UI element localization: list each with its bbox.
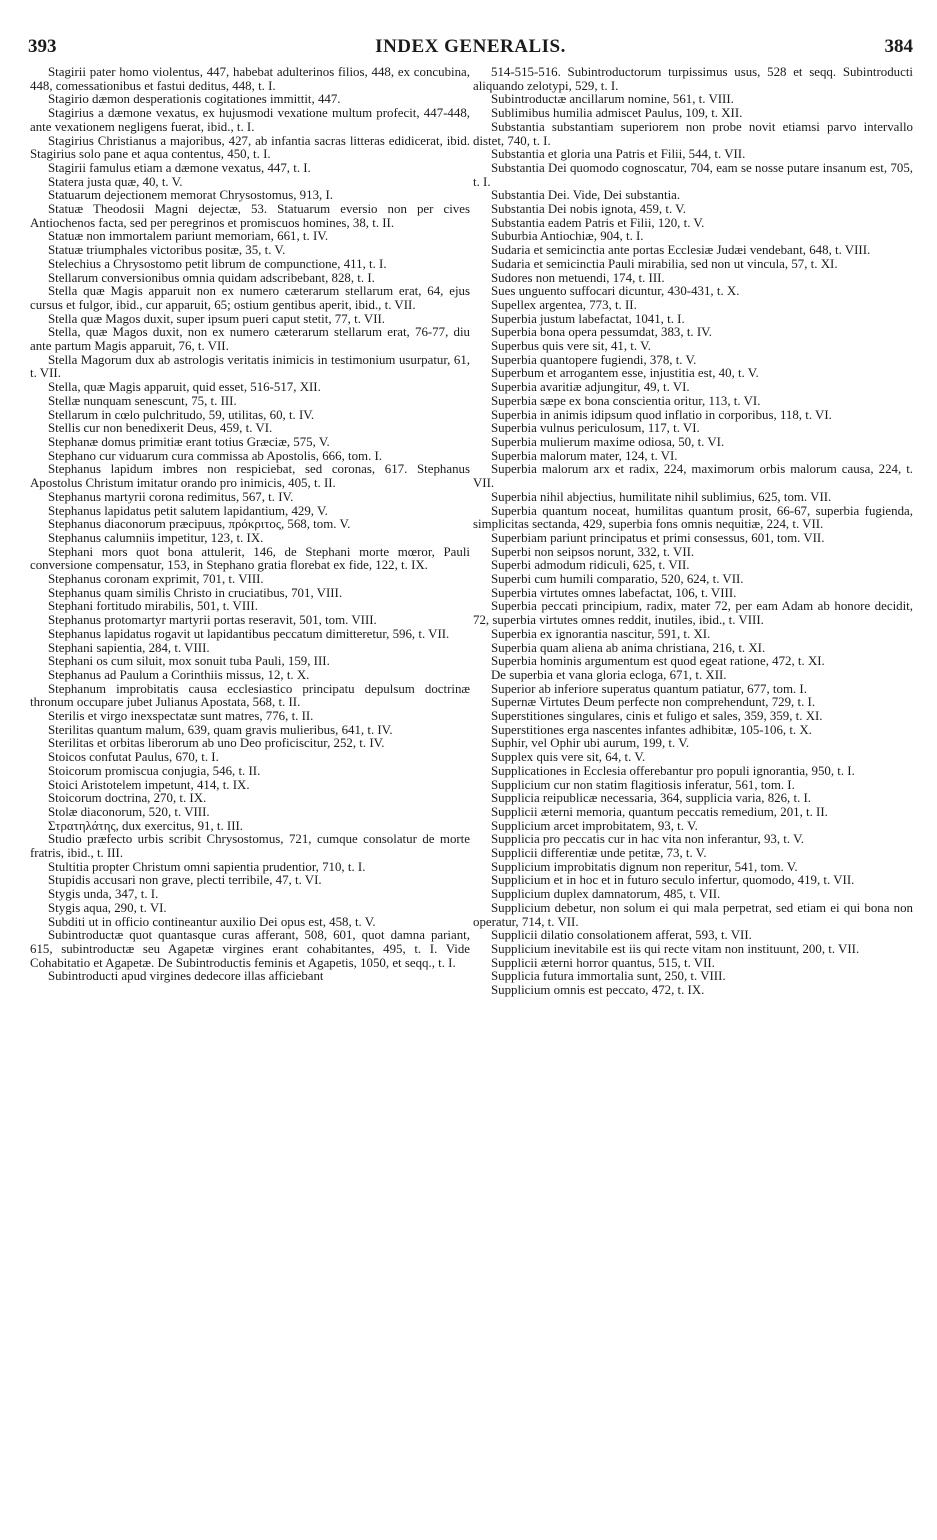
index-entry: Superbia nihil abjectius, humilitate nihil sublimius, 625, tom. VII.: [491, 489, 832, 504]
left-page-number: 393: [28, 36, 57, 57]
index-entry: Stoicorum promiscua conjugia, 546, t. II.: [48, 763, 261, 778]
index-entry: Stephanus ad Paulum a Corinthiis missus, 12, t. X.: [48, 667, 310, 682]
index-entry: Stephanus coronam exprimit, 701, t. VIII.: [48, 572, 264, 587]
index-entry: Subintroductæ quot quantasque curas afferant, 508, 601, quot damna pariant, 615, subintroductæ seu Agapetæ virgines erant cohabitantes, 495, t. I. Vide Cohabitatio et Agapetæ. De Subintroductis feminis et Agapetis, 1050, et seqq., t. I.: [30, 928, 470, 970]
index-entry: Superbi cum humili comparatio, 520, 624, t. VII.: [491, 572, 744, 587]
index-entry: Supplicia reipublicæ necessaria, 364, supplicia varia, 826, t. I.: [491, 791, 812, 806]
index-entry: Sterilis et virgo inexspectatæ sunt matres, 776, t. II.: [48, 709, 314, 724]
index-entry: Stagirius a dæmone vexatus, ex hujusmodi vexatione multum profecit, 447-448, ante vexationem negligens fuerat, ibid., t. I.: [30, 106, 470, 134]
index-entry: Stoici Aristotelem impetunt, 414, t. IX.: [48, 777, 250, 792]
index-entry: Stagirii famulus etiam a dæmone vexatus, 447, t. I.: [48, 160, 311, 175]
index-entry: Stultitia propter Christum omni sapientia prudentior, 710, t. I.: [48, 859, 366, 874]
index-entry: Statuæ Theodosii Magni dejectæ, 53. Statuarum eversio non per cives Antiochenos facta, sed per peregrinos et promiscuos homines, 38, t. II.: [30, 202, 470, 230]
index-entry: Superbia quantum noceat, humilitas quantum prosit, 66-67, superbia fugienda, simplicitas sectanda, 429, superbia fons omnis nequitiæ, 224, t. VII.: [473, 503, 913, 532]
index-entry: Substantia Dei nobis ignota, 459, t. V.: [491, 202, 687, 217]
index-entry: Sudores non metuendi, 174, t. III.: [491, 270, 665, 285]
index-entry: Supplicium omnis est peccato, 472, t. IX.: [491, 983, 705, 998]
index-entry: Stoicos confutat Paulus, 670, t. I.: [48, 750, 219, 765]
index-entry: Stagirius Christianus a majoribus, 427, ab infantia sacras litteras edidicerat, ibid. Stagirius solo pane et aqua contentus, 450, t. I.: [30, 133, 470, 162]
index-entry: Substantia Dei. Vide, Dei substantia.: [491, 188, 681, 203]
index-entry: Studio præfecto urbis scribit Chrysostomus, 721, cumque consolatur de morte fratris, ibid., t. III.: [30, 832, 470, 861]
index-entry: Statuæ non immortalem pariunt memoriam, 661, t. IV.: [48, 229, 329, 244]
index-entry: Superbiam pariunt principatus et primi consessus, 601, tom. VII.: [491, 530, 825, 545]
index-entry: Superbia virtutes omnes labefactat, 106, t. VIII.: [491, 585, 737, 600]
index-entry: Superstitiones singulares, cinis et fuligo et sales, 359, 359, t. XI.: [491, 709, 823, 724]
index-entry: Superbia justum labefactat, 1041, t. I.: [491, 311, 685, 326]
index-entry: Stephanus lapidum imbres non respiciebat, sed coronas, 617. Stephanus Apostolus Christum imitatur orando pro inimicis, 405, t. II.: [30, 462, 470, 491]
index-entry: Stygis unda, 347, t. I.: [48, 887, 159, 902]
index-entry: Sudaria et semicinctia ante portas Ecclesiæ Judæi vendebant, 648, t. VIII.: [491, 243, 871, 258]
index-entry: Supplicationes in Ecclesia offerebantur pro populi ignorantia, 950, t. I.: [491, 763, 855, 778]
index-entry: Stephani mors quot bona attulerit, 146, de Stephani morte mœror, Pauli conversione compensatur, 153, in Stephano gratia florebat ex fide, 122, t. IX.: [30, 544, 470, 573]
index-entry: Sublimibus humilia admiscet Paulus, 109, t. XII.: [491, 106, 743, 121]
index-entry: Superbi admodum ridiculi, 625, t. VII.: [491, 558, 690, 573]
index-entry: Stephanum improbitatis causa ecclesiastico principatu depulsum doctrinæ thronum occupare jubet Julianus Apostata, 568, t. II.: [30, 681, 470, 710]
index-entry: Substantia et gloria una Patris et Filii, 544, t. VII.: [491, 147, 746, 162]
index-entry: Stagirio dæmon desperationis cogitationes immittit, 447.: [48, 92, 341, 107]
index-entry: Superbia quam aliena ab anima christiana, 216, t. XI.: [491, 640, 766, 655]
index-entry: Supplicium duplex damnatorum, 485, t. VII.: [491, 887, 721, 902]
index-entry: Stella quæ Magos duxit, super ipsum pueri caput stetit, 77, t. VII.: [48, 311, 386, 326]
index-entry: Stephanus diaconorum præcipuus, πρόκριτος, 568, tom. V.: [48, 517, 351, 532]
index-entry: Substantia substantiam superiorem non probe novit etiamsi parvo intervallo distet, 740, t. I.: [473, 119, 913, 148]
index-entry: Substantia eadem Patris et Filii, 120, t. V.: [491, 215, 705, 230]
index-entry: Superbia in animis idipsum quod inflatio in corporibus, 118, t. VI.: [491, 407, 832, 422]
index-entry: Stygis aqua, 290, t. VI.: [48, 900, 167, 915]
index-entry: Subintroductæ ancillarum nomine, 561, t. VIII.: [491, 92, 734, 107]
index-entry: Stella quæ Magis apparuit non ex numero cæterarum stellarum erat, 64, ejus cursus et fulgor, ibid., cur apparuit, 65; ostium gentibus aperit, ibid., t. VII.: [30, 284, 470, 312]
index-entry: Stephanus quam similis Christo in cruciatibus, 701, VIII.: [48, 585, 343, 600]
index-entry: Superbia quantopere fugiendi, 378, t. V.: [491, 352, 697, 367]
index-entry: Supplex quis vere sit, 64, t. V.: [491, 750, 646, 765]
index-entry: Superbia sæpe ex bona conscientia oritur, 113, t. VI.: [491, 393, 761, 408]
index-entry: Superbia malorum arx et radix, 224, maximorum orbis malorum causa, 224, t. VII.: [473, 462, 913, 491]
index-entry: Statera justa quæ, 40, t. V.: [48, 174, 183, 189]
index-entry: Stolæ diaconorum, 520, t. VIII.: [48, 804, 210, 819]
index-entry: Stellis cur non benedixerit Deus, 459, t. VI.: [48, 421, 273, 436]
index-entry: Stagirii pater homo violentus, 447, habebat adulterinos filios, 448, ex concubina, 448, comessationibus et fastui deditus, 448, t. I.: [30, 66, 470, 93]
index-entry: Stella Magorum dux ab astrologis veritatis inimicis in testimonium usurpatur, 61, t. VII.: [30, 352, 470, 381]
index-entry: Stephano cur viduarum cura commissa ab Apostolis, 666, tom. I.: [48, 448, 383, 463]
index-entry: Sues unguento suffocari dicuntur, 430-431, t. X.: [491, 284, 740, 299]
index-column-left: [30, 66, 470, 1530]
index-entry: De superbia et vana gloria ecloga, 671, t. XII.: [491, 667, 727, 682]
index-column-right: [473, 66, 913, 1530]
index-entry: Supplicia futura immortalia sunt, 250, t. VIII.: [491, 969, 726, 984]
index-entry: Supernæ Virtutes Deum perfecte non comprehendunt, 729, t. I.: [491, 695, 816, 710]
index-entry: Superior ab inferiore superatus quantum patiatur, 677, tom. I.: [491, 681, 807, 696]
index-entry: Superstitiones erga nascentes infantes adhibitæ, 105-106, t. X.: [491, 722, 812, 737]
index-entry: Sterilitas quantum malum, 639, quam gravis mulieribus, 641, t. IV.: [48, 722, 393, 737]
index-entry: Stephanus martyrii corona redimitus, 567, t. IV.: [48, 489, 294, 504]
index-entry: Supplicium inevitabile est iis qui recte vitam non instituunt, 200, t. VII.: [491, 942, 860, 956]
index-entry: Stoicorum doctrina, 270, t. IX.: [48, 791, 207, 806]
index-entry: Substantia Dei quomodo cognoscatur, 704, eam se nosse putare insanum est, 705, t. I.: [473, 160, 913, 189]
index-entry: Supplicium arcet improbitatem, 93, t. V.: [491, 818, 698, 833]
index-entry: Supplicium cur non statim flagitiosis inferatur, 561, tom. I.: [491, 777, 795, 792]
index-entry: Superbia peccati principium, radix, mater 72, per eam Adam ab honore decidit, 72, superbia virtutes omnes reddit, inutiles, ibid., t. VIII.: [473, 599, 913, 628]
index-entry: Stella, quæ Magis apparuit, quid esset, 516-517, XII.: [48, 380, 321, 395]
index-entry: Suburbia Antiochiæ, 904, t. I.: [491, 229, 644, 244]
index-entry: Supplicii dilatio consolationem afferat, 593, t. VII.: [491, 928, 752, 943]
index-entry: Stephani fortitudo mirabilis, 501, t. VIII.: [48, 599, 258, 614]
index-entry: Superbia malorum mater, 124, t. VI.: [491, 448, 678, 463]
index-entry: Stellæ nunquam senescunt, 75, t. III.: [48, 393, 237, 408]
index-entry: Superbia avaritiæ adjungitur, 49, t. VI.: [491, 380, 690, 395]
index-entry: Supplicium debetur, non solum ei qui mala perpetrat, sed etiam ei qui bona non operatur, 714, t. VII.: [473, 900, 913, 929]
index-entry: Superbi non seipsos norunt, 332, t. VII.: [491, 544, 695, 559]
index-entry: Supplicium improbitatis dignum non reperitur, 541, tom. V.: [491, 859, 798, 874]
index-entry: Supellex argentea, 773, t. II.: [491, 297, 637, 312]
index-entry: Stephani os cum siluit, mox sonuit tuba Pauli, 159, III.: [48, 654, 330, 669]
page-header: [28, 36, 913, 62]
index-entry: Stephanus calumniis impetitur, 123, t. IX.: [48, 530, 264, 545]
index-entry: Supplicii æterni horror quantus, 515, t. VII.: [491, 955, 715, 970]
page-title: INDEX GENERALIS.: [375, 36, 566, 57]
index-entry: Suphir, vel Ophir ubi aurum, 199, t. V.: [491, 736, 690, 751]
index-entry: Stephani sapientia, 284, t. VIII.: [48, 640, 210, 655]
index-entry: Stellarum in cœlo pulchritudo, 59, utilitas, 60, t. IV.: [48, 407, 315, 422]
index-entry: Superbus quis vere sit, 41, t. V.: [491, 339, 651, 354]
index-entry: Superbia hominis argumentum est quod egeat ratione, 472, t. XI.: [491, 654, 825, 669]
right-page-number: 384: [884, 36, 913, 57]
index-entry: Statuarum dejectionem memorat Chrysostomus, 913, I.: [48, 188, 333, 203]
index-entry: Stellarum conversionibus omnia quidam adscribebant, 828, t. I.: [48, 270, 375, 285]
index-entry: Supplicium et in hoc et in futuro seculo infertur, quomodo, 419, t. VII.: [491, 873, 855, 888]
index-entry: Sudaria et semicinctia Pauli mirabilia, sed non ut vincula, 57, t. XI.: [491, 256, 838, 271]
index-entry: Superbia mulierum maxime odiosa, 50, t. VI.: [491, 434, 725, 449]
index-entry: Subintroducti apud virgines dedecore illas afficiebant: [48, 969, 324, 984]
index-entry: Supplicia pro peccatis cur in hac vita non inferantur, 93, t. V.: [491, 832, 804, 847]
index-entry: Stephanæ domus primitiæ erant totius Græciæ, 575, V.: [48, 434, 330, 449]
index-entry: Superbum et arrogantem esse, injustitia est, 40, t. V.: [491, 366, 759, 381]
index-entry: Superbia bona opera pessumdat, 383, t. IV.: [491, 325, 713, 340]
index-entry: Sterilitas et orbitas liberorum ab uno Deo proficiscitur, 252, t. IV.: [48, 736, 385, 751]
index-entry: Stella, quæ Magos duxit, non ex numero cæterarum stellarum erat, 76-77, diu ante partum Magis apparuit, 76, t. VII.: [30, 325, 470, 354]
index-entry: Stupidis accusari non grave, plecti terribile, 47, t. VI.: [48, 873, 322, 888]
index-entry: Stelechius a Chrysostomo petit librum de compunctione, 411, t. I.: [48, 256, 387, 271]
index-entry: Stephanus lapidatus rogavit ut lapidantibus peccatum dimitteretur, 596, t. VII.: [48, 626, 450, 641]
index-entry: Supplicii differentiæ unde petitæ, 73, t. V.: [491, 846, 707, 861]
index-entry: Supplicii æterni memoria, quantum peccatis remedium, 201, t. II.: [491, 804, 828, 819]
index-entry: Stephanus lapidatus petit salutem lapidantium, 429, V.: [48, 503, 328, 518]
index-entry: Στρατηλάτης, dux exercitus, 91, t. III.: [48, 818, 244, 833]
index-entry: Superbia ex ignorantia nascitur, 591, t. XI.: [491, 626, 711, 641]
index-entry: Superbia vulnus periculosum, 117, t. VI.: [491, 421, 700, 436]
index-entry: Statuæ triumphales victoribus positæ, 35, t. V.: [48, 243, 286, 258]
index-entry: 514-515-516. Subintroductorum turpissimus usus, 528 et seqq. Subintroducti aliquando zelotypi, 529, t. I.: [473, 66, 913, 93]
index-entry: Subditi ut in officio contineantur auxilio Dei opus est, 458, t. V.: [48, 914, 376, 929]
index-entry: Stephanus protomartyr martyrii portas reseravit, 501, tom. VIII.: [48, 613, 377, 628]
